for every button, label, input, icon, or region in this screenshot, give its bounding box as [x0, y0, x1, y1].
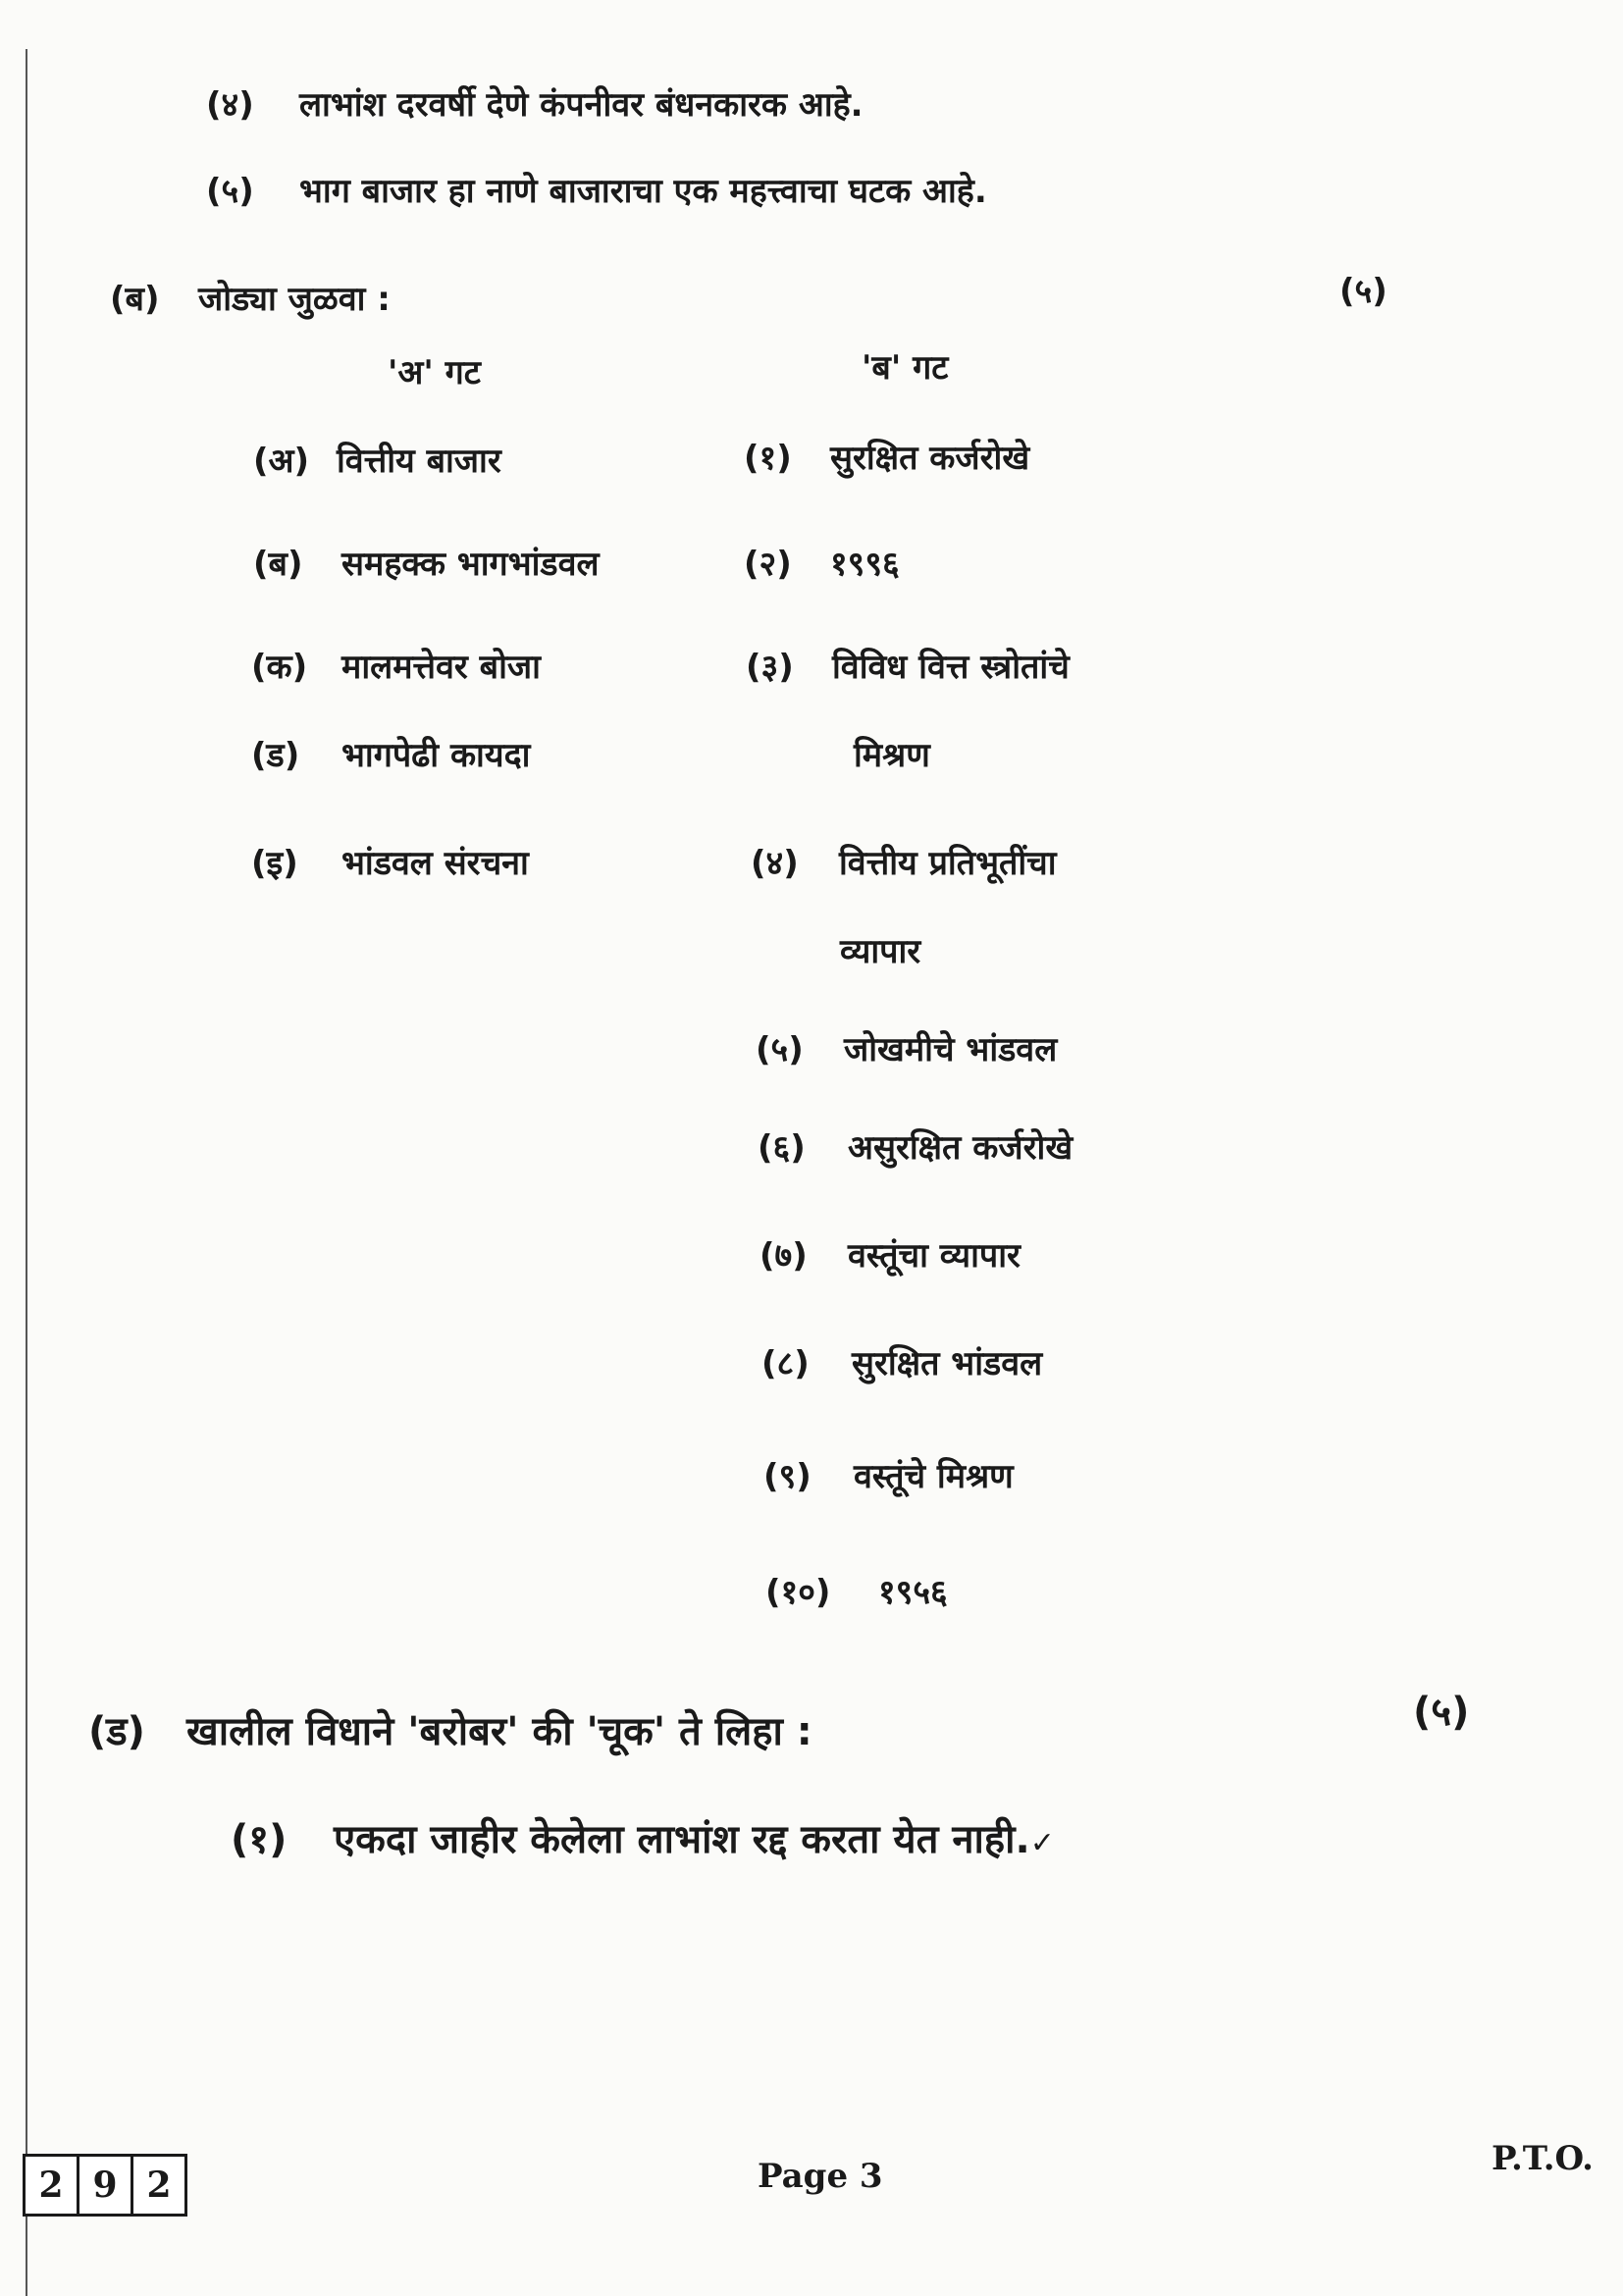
col-b-item: (२) १९९६: [744, 545, 900, 584]
col-b-item: (१०) १९५६: [765, 1573, 948, 1612]
statement-5: [206, 167, 987, 212]
col-b-item: (८) सुरक्षित भांडवल: [761, 1344, 1043, 1383]
section-d-label: (ड): [88, 1709, 145, 1754]
col-b-item: (३) विविध वित्त स्त्रोतांचे: [746, 648, 1070, 687]
section-d-marks: (५): [1413, 1690, 1470, 1735]
statement-4: [206, 80, 864, 126]
statement-5-number: (५): [206, 172, 254, 211]
margin-line: [26, 49, 27, 2296]
section-b-marks: (५): [1339, 272, 1387, 311]
col-a-item: (ब) समहक्क भागभांडवल: [253, 545, 600, 584]
col-b-item-continuation: मिश्रण: [854, 736, 930, 775]
paper-code-box: [26, 2154, 187, 2217]
col-b-item: (५) जोखमीचे भांडवल: [756, 1030, 1058, 1070]
column-a-header: 'अ' गट: [388, 353, 481, 392]
column-b-header: 'ब' गट: [862, 348, 949, 388]
check-mark-icon: ✓: [1029, 1826, 1055, 1860]
col-b-item: (४) वित्तीय प्रतिभूतींचा: [751, 844, 1057, 883]
section-b-title: जोड्या जुळवा :: [198, 280, 391, 319]
section-d-heading: [88, 1702, 812, 1756]
statement-4-text: लाभांश दरवर्षी देणे कंपनीवर बंधनकारक आहे.: [299, 85, 864, 125]
pto-label: P.T.O.: [1492, 2139, 1594, 2178]
code-digit: 2: [23, 2154, 79, 2217]
col-b-item: (९) वस्तूंचे मिश्रण: [763, 1457, 1014, 1496]
statement-4-number: (४): [206, 85, 254, 125]
col-a-item: (क) मालमत्तेवर बोजा: [251, 648, 541, 687]
section-d-item-1: (१) एकदा जाहीर केलेला लाभांश रद्द करता येत नाही.✓: [231, 1817, 1055, 1862]
col-a-item: (अ) वित्तीय बाजार: [253, 442, 501, 481]
col-a-item: (ड) भागपेढी कायदा: [251, 736, 531, 775]
col-a-item: (इ) भांडवल संरचना: [251, 844, 529, 883]
col-b-item: (१) सुरक्षित कर्जरोखे: [744, 439, 1030, 478]
page-number: Page 3: [758, 2157, 883, 2196]
code-digit: 9: [77, 2154, 133, 2217]
col-b-item-continuation: व्यापार: [840, 932, 921, 971]
statement-5-text: भाग बाजार हा नाणे बाजाराचा एक महत्त्वाचा घटक आहे.: [299, 172, 987, 211]
section-b-label: (ब): [110, 280, 160, 319]
col-b-item: (६) असुरक्षित कर्जरोखे: [758, 1128, 1073, 1168]
section-d-title: खालील विधाने 'बरोबर' की 'चूक' ते लिहा :: [186, 1709, 812, 1754]
code-digit: 2: [131, 2154, 187, 2217]
section-b-heading: [110, 275, 391, 320]
col-b-item: (७) वस्तूंचा व्यापार: [759, 1236, 1021, 1276]
